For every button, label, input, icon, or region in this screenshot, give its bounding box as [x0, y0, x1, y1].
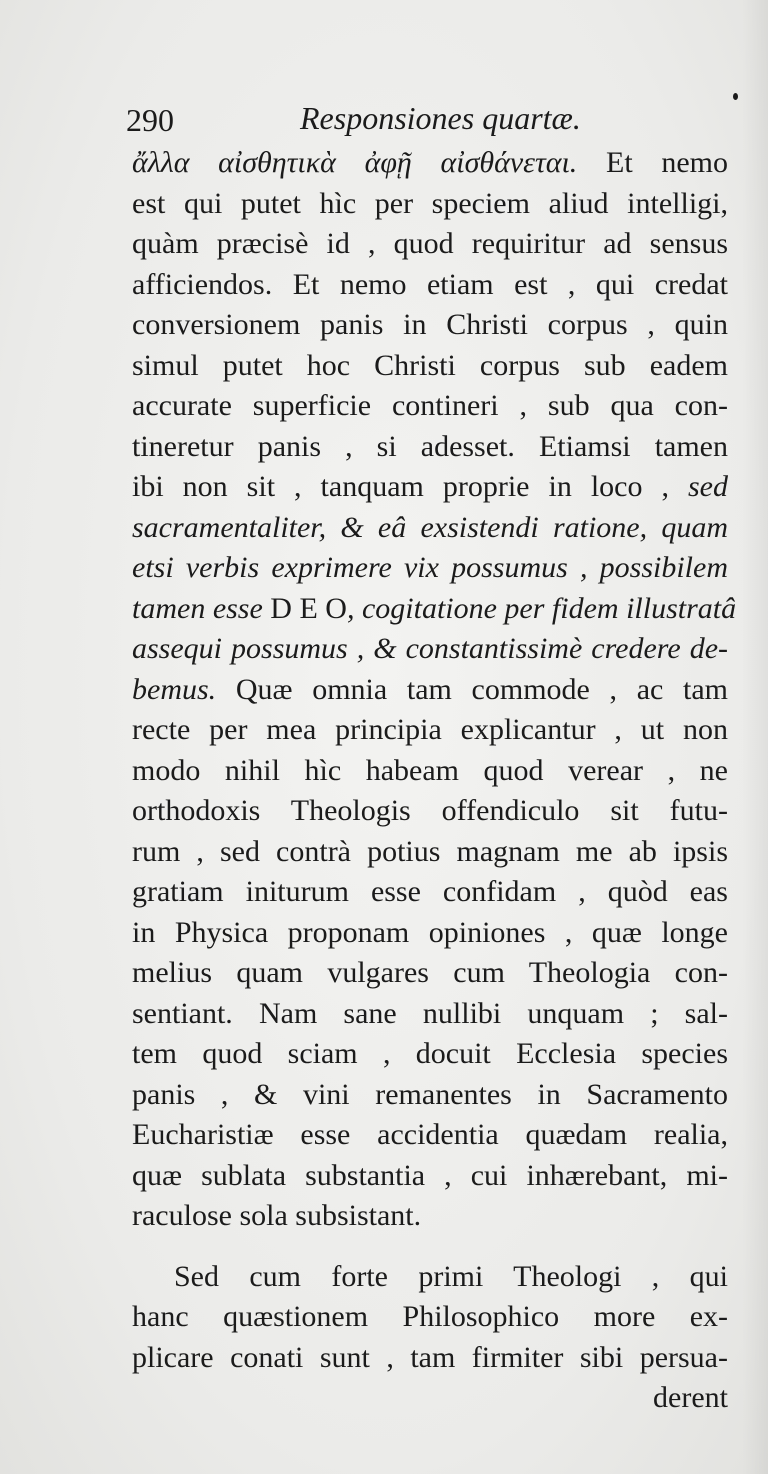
catchword: derent	[653, 1381, 728, 1414]
roman-text: quæ sublata substantia , cui inhærebant, mi-	[132, 1158, 728, 1192]
italic-text: ἄλλα αἰσθητικὰ ἀφῇ αἰσθάνεται.	[132, 146, 606, 179]
text-line	[132, 1075, 728, 1116]
text-line	[132, 791, 728, 832]
roman-text: afficiendos. Et nemo etiam est , qui credat	[132, 267, 728, 301]
text-line	[132, 670, 728, 711]
page-edge-shadow	[742, 0, 768, 1474]
text-line	[132, 427, 728, 468]
text-line	[132, 994, 728, 1035]
italic-text: , cogitatione per fidem illustratâ	[346, 591, 737, 625]
text-line	[132, 953, 728, 994]
text-line	[132, 832, 728, 873]
roman-text: orthodoxis Theologis offendiculo sit futu-	[132, 794, 728, 827]
text-line	[132, 346, 728, 387]
text-line	[132, 1338, 728, 1379]
text-line	[132, 1257, 728, 1298]
italic-text: sed	[688, 470, 728, 503]
text-line	[132, 872, 728, 913]
roman-text: conversionem panis in Christi corpus , quin	[132, 308, 728, 341]
roman-text: tineretur panis , si adesset. Etiamsi tamen	[132, 429, 728, 463]
ink-speck	[733, 93, 738, 100]
body-text	[132, 143, 737, 1419]
text-line	[132, 589, 737, 630]
roman-text: accurate superficie contineri , sub qua con-	[132, 389, 728, 422]
text-line	[132, 1156, 728, 1197]
roman-text: tem quod sciam , docuit Ecclesia species	[132, 1037, 728, 1070]
roman-text: ibi non sit , tanquam proprie in loco ,	[132, 470, 688, 503]
paragraph-2	[132, 1257, 728, 1379]
roman-text: in Physica proponam opiniones , quæ longe	[132, 915, 728, 949]
roman-text: gratiam initurum esse confidam , quòd eas	[132, 875, 728, 908]
roman-text: rum , sed contrà potius magnam me ab ipsis	[132, 834, 728, 868]
text-line	[132, 265, 728, 306]
paragraph-gap	[132, 1237, 728, 1257]
roman-text: Et nemo	[606, 146, 728, 179]
roman-text: hanc quæstionem Philosophico more ex-	[132, 1300, 728, 1333]
roman-text: Quæ omnia tam commode , ac tam	[235, 672, 729, 706]
paragraph-1	[132, 143, 737, 1237]
text-line	[132, 508, 728, 549]
page-number: 290	[126, 102, 174, 138]
text-line	[132, 710, 728, 751]
italic-text: bemus.	[132, 672, 236, 706]
text-line	[132, 184, 728, 225]
page-header	[126, 98, 726, 146]
roman-text: quàm præcisè id , quod requiritur ad sensus	[132, 227, 728, 260]
roman-text: modo nihil hìc habeam quod verear , ne	[132, 753, 728, 787]
text-line	[132, 1115, 728, 1156]
italic-text: tamen esse	[132, 591, 271, 625]
text-line	[132, 1297, 728, 1338]
text-line	[132, 548, 728, 589]
roman-text: sentiant. Nam sane nullibi unquam ; sal-	[132, 996, 728, 1030]
italic-text: etsi verbis exprimere vix possumus , possibilem	[132, 551, 728, 584]
roman-text: Sed cum forte primi Theologi , qui	[174, 1259, 728, 1293]
roman-text: melius quam vulgares cum Theologia con-	[132, 956, 728, 989]
roman-text: Eucharistiæ esse accidentia quædam realia,	[132, 1118, 728, 1151]
text-line	[132, 143, 728, 184]
roman-text: D E O	[270, 591, 347, 625]
text-line	[132, 1196, 728, 1237]
text-line	[132, 224, 728, 265]
italic-text: sacramentaliter, & eâ exsistendi ratione, quam	[132, 510, 728, 544]
text-line	[132, 305, 728, 346]
roman-text: raculose sola subsistant.	[132, 1199, 422, 1232]
text-line	[132, 467, 728, 508]
text-line	[132, 751, 728, 792]
roman-text: plicare conati sunt , tam firmiter sibi persua-	[132, 1340, 728, 1374]
roman-text: simul putet hoc Christi corpus sub eadem	[132, 348, 728, 382]
text-line	[132, 629, 728, 670]
running-title: Responsiones quartæ.	[300, 100, 581, 136]
roman-text: panis , & vini remanentes in Sacramento	[132, 1077, 728, 1111]
italic-text: assequi possumus , & constantissimè credere de-	[132, 632, 728, 665]
roman-text: recte per mea principia explicantur , ut non	[132, 713, 728, 746]
roman-text: est qui putet hìc per speciem aliud intelligi,	[132, 186, 728, 220]
text-line	[132, 386, 728, 427]
text-line	[132, 1034, 728, 1075]
text-line	[132, 913, 728, 954]
